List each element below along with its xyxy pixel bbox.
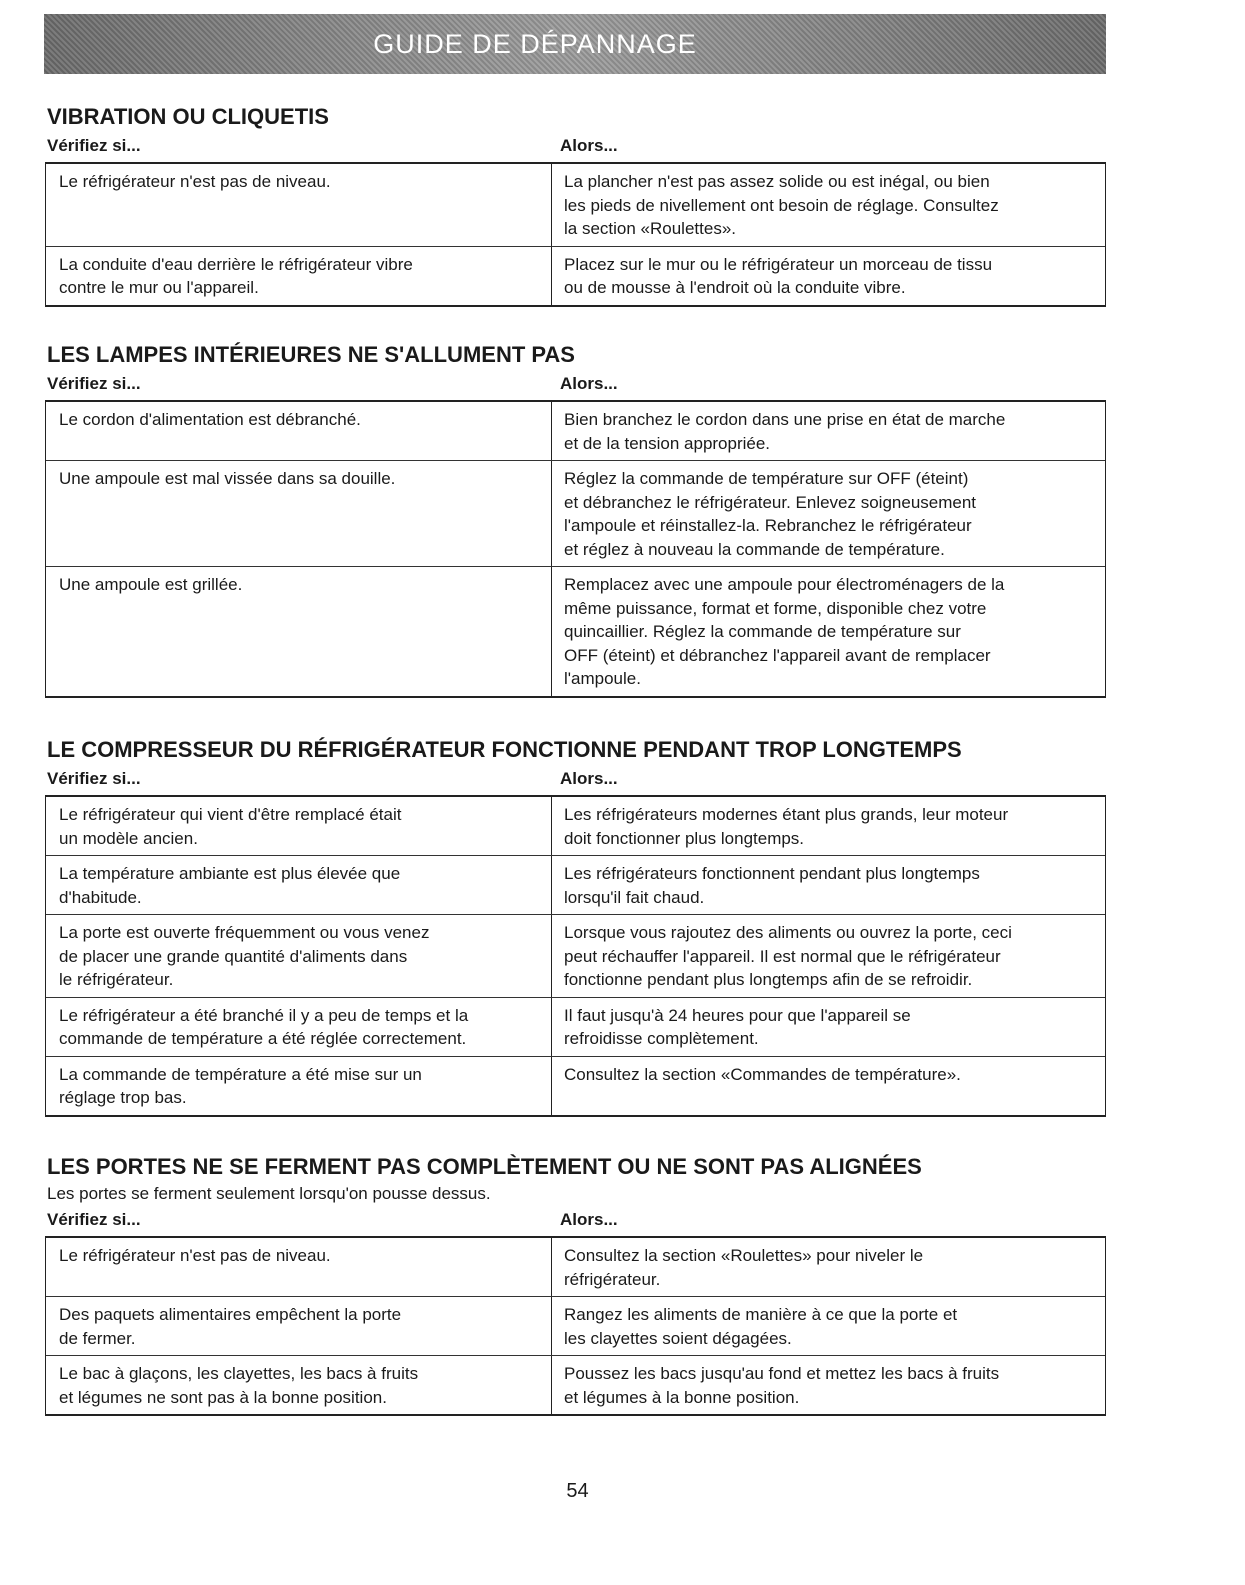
check-column-header: Vérifiez si...	[47, 1210, 141, 1229]
page-banner	[44, 14, 1106, 74]
check-cell: Le réfrigérateur n'est pas de niveau.	[46, 1238, 552, 1296]
check-cell: Le réfrigérateur n'est pas de niveau.	[46, 164, 552, 246]
troubleshooting-table	[45, 400, 1106, 698]
solution-cell: Il faut jusqu'à 24 heures pour que l'appareil se refroidisse complètement.	[564, 1005, 911, 1048]
section-doors	[45, 1154, 1106, 1416]
check-cell: La conduite d'eau derrière le réfrigérateur vibre contre le mur ou l'appareil.	[46, 247, 552, 305]
section-lamps	[45, 342, 1106, 698]
check-cell: Le cordon d'alimentation est débranché.	[46, 402, 552, 460]
table-row	[46, 1238, 1105, 1297]
troubleshooting-table	[45, 1236, 1106, 1416]
solution-cell: Poussez les bacs jusqu'au fond et mettez les bacs à fruits et légumes à la bonne position.	[564, 1364, 1000, 1407]
troubleshooting-table	[45, 795, 1106, 1117]
table-row	[46, 1057, 1105, 1115]
column-headers	[45, 1210, 1106, 1230]
solution-cell: Les réfrigérateurs fonctionnent pendant plus longtemps lorsqu'il fait chaud.	[564, 864, 980, 907]
check-column-header: Vérifiez si...	[47, 136, 141, 155]
then-column-header: Alors...	[560, 1210, 618, 1229]
solution-cell: Les réfrigérateurs modernes étant plus grands, leur moteur doit fonctionner plus longtemps.	[564, 805, 1009, 848]
solution-cell: Réglez la commande de température sur OFF (éteint) et débranchez le réfrigérateur. Enlevez soigneusement l'ampoule et réinstallez-la. Rebranchez le réfrigérateur et réglez à nouveau la commande de température.	[564, 469, 977, 559]
then-column-header: Alors...	[560, 374, 618, 393]
check-cell: Des paquets alimentaires empêchent la porte de fermer.	[46, 1297, 552, 1355]
check-cell: Le réfrigérateur a été branché il y a peu de temps et la commande de température a été réglée correctement.	[46, 998, 552, 1056]
check-column-header: Vérifiez si...	[47, 374, 141, 393]
table-row	[46, 797, 1105, 856]
table-row	[46, 998, 1105, 1057]
solution-cell: La plancher n'est pas assez solide ou est inégal, ou bien les pieds de nivellement ont besoin de réglage. Consultez la section «Roulettes».	[564, 172, 999, 238]
solution-cell: Consultez la section «Roulettes» pour niveler le réfrigérateur.	[564, 1246, 924, 1289]
check-column-header: Vérifiez si...	[47, 769, 141, 788]
check-cell: Le réfrigérateur qui vient d'être remplacé était un modèle ancien.	[46, 797, 552, 855]
table-row	[46, 1297, 1105, 1356]
banner-title: GUIDE DE DÉPANNAGE	[373, 28, 697, 59]
check-cell: La commande de température a été mise sur un réglage trop bas.	[46, 1057, 552, 1115]
column-headers	[45, 769, 1106, 789]
section-title: LES LAMPES INTÉRIEURES NE S'ALLUMENT PAS	[47, 342, 575, 367]
section-compressor	[45, 737, 1106, 1117]
table-row	[46, 915, 1105, 998]
section-title: LES PORTES NE SE FERMENT PAS COMPLÈTEMENT OU NE SONT PAS ALIGNÉES	[47, 1154, 922, 1179]
column-headers	[45, 374, 1106, 394]
section-title: VIBRATION OU CLIQUETIS	[47, 104, 329, 129]
table-row	[46, 164, 1105, 247]
solution-cell: Lorsque vous rajoutez des aliments ou ouvrez la porte, ceci peut réchauffer l'appareil. Il est normal que le réfrigérateur fonctionne pendant plus longtemps afin de se refroidir.	[564, 923, 1012, 989]
table-row	[46, 461, 1105, 567]
solution-cell: Consultez la section «Commandes de température».	[564, 1064, 961, 1084]
section-note: Les portes se ferment seulement lorsqu'on pousse dessus.	[47, 1184, 491, 1203]
solution-cell: Placez sur le mur ou le réfrigérateur un morceau de tissu ou de mousse à l'endroit où la conduite vibre.	[564, 254, 993, 297]
solution-cell: Bien branchez le cordon dans une prise en état de marche et de la tension appropriée.	[564, 410, 1006, 453]
check-cell: Une ampoule est mal vissée dans sa douille.	[46, 461, 552, 566]
table-row	[46, 567, 1105, 696]
section-title: LE COMPRESSEUR DU RÉFRIGÉRATEUR FONCTIONNE PENDANT TROP LONGTEMPS	[47, 737, 962, 762]
solution-cell: Rangez les aliments de manière à ce que la porte et les clayettes soient dégagées.	[564, 1305, 958, 1348]
check-cell: La porte est ouverte fréquemment ou vous venez de placer une grande quantité d'aliments dans le réfrigérateur.	[46, 915, 552, 997]
column-headers	[45, 136, 1106, 156]
table-row	[46, 1356, 1105, 1414]
solution-cell: Remplacez avec une ampoule pour électroménagers de la même puissance, format et forme, disponible chez votre quincaillier. Réglez la commande de température sur OFF (éteint) et débranchez l'appareil avant de remplacer l'ampoule.	[564, 575, 1005, 688]
check-cell: La température ambiante est plus élevée que d'habitude.	[46, 856, 552, 914]
section-vibration	[45, 104, 1106, 307]
check-cell: Une ampoule est grillée.	[46, 567, 552, 696]
table-row	[46, 856, 1105, 915]
then-column-header: Alors...	[560, 769, 618, 788]
table-row	[46, 402, 1105, 461]
troubleshooting-table	[45, 162, 1106, 307]
page-number: 54	[566, 1480, 589, 1502]
table-row	[46, 247, 1105, 305]
check-cell: Le bac à glaçons, les clayettes, les bacs à fruits et légumes ne sont pas à la bonne position.	[46, 1356, 552, 1414]
then-column-header: Alors...	[560, 136, 618, 155]
